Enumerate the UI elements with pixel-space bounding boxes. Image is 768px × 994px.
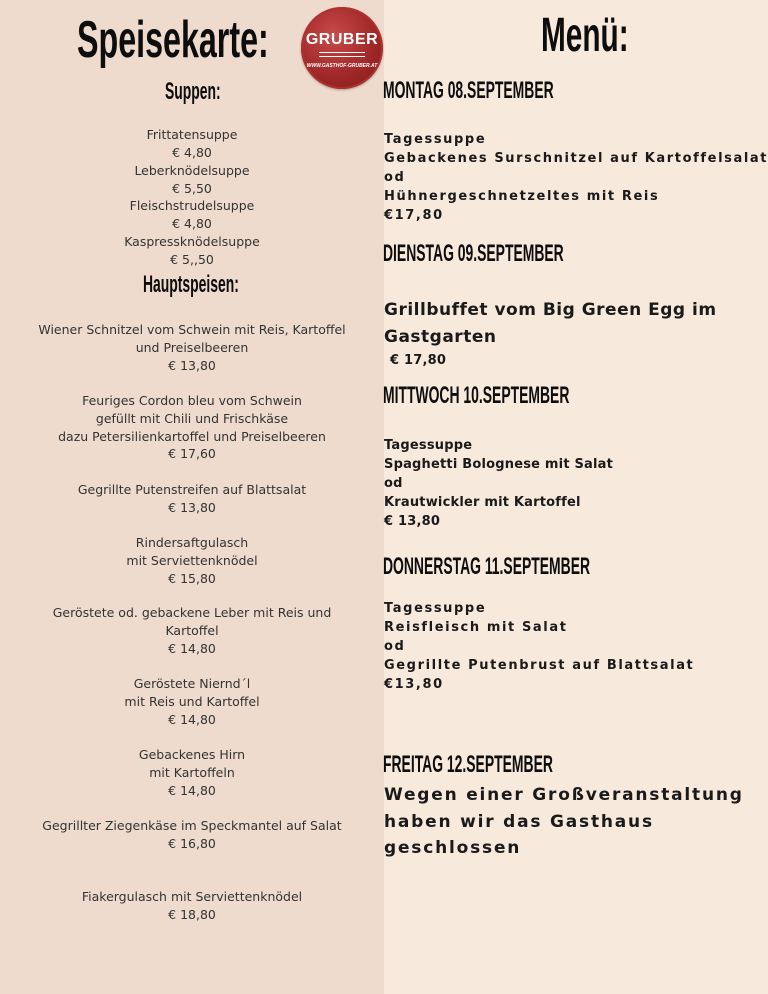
logo-name: GRUBER (305, 31, 379, 48)
soups-heading: Suppen: (165, 78, 221, 105)
gruber-logo (301, 7, 383, 89)
main-item: Gegrillte Putenstreifen auf Blattsalat € 13,80 (77, 482, 307, 515)
day-heading: FREITAG 12.SEPTEMBER (383, 751, 553, 778)
logo-decoration (319, 52, 365, 57)
menu-title: Menü: (541, 9, 629, 62)
day-price: € 17,80 (390, 353, 447, 368)
soup-item: Frittatensuppe € 4,80 (146, 127, 238, 160)
main-item: Fiakergulasch mit Serviettenknödel € 18,80 (81, 889, 303, 922)
page-title: Speisekarte: (77, 11, 269, 69)
main-item: Gebackenes Hirn mit Kartoffeln € 14,80 (138, 747, 246, 798)
day-menu: Wegen einer Großveranstaltung haben wir das Gasthaus geschlossen (384, 785, 744, 858)
main-item: Geröstete Niernd´l mit Reis und Kartoffel € 14,80 (124, 676, 260, 727)
soup-item: Fleischstrudelsuppe € 4,80 (129, 198, 255, 231)
main-item: Geröstete od. gebackene Leber mit Reis und Kartoffel € 14,80 (52, 605, 332, 656)
day-heading: DONNERSTAG 11.SEPTEMBER (383, 553, 591, 580)
day-heading: MONTAG 08.SEPTEMBER (383, 77, 554, 104)
logo-url: WWW.GASTHOF-GRUBER.AT (306, 63, 378, 69)
main-item: Wiener Schnitzel vom Schwein mit Reis, Kartoffel und Preiselbeeren € 13,80 (38, 322, 346, 373)
day-menu: Tagessuppe Spaghetti Bolognese mit Salat od Krautwickler mit Kartoffel € 13,80 (384, 438, 614, 529)
soup-item: Leberknödelsuppe € 5,50 (134, 163, 250, 196)
mains-heading: Hauptspeisen: (143, 271, 239, 298)
main-item: Rindersaftgulasch mit Serviettenknödel € 15,80 (126, 535, 258, 586)
main-item: Gegrillter Ziegenkäse im Speckmantel auf Salat € 16,80 (42, 818, 342, 851)
main-item: Feuriges Cordon bleu vom Schwein gefüllt mit Chili und Frischkäse dazu Petersilienkartoffel und Preiselbeeren € 17,60 (58, 393, 326, 462)
soup-item: Kaspressknödelsuppe € 5,,50 (124, 234, 260, 267)
day-menu: Grillbuffet vom Big Green Egg im Gastgarten (384, 300, 717, 347)
day-menu: Tagessuppe Reisfleisch mit Salat od Gegrillte Putenbrust auf Blattsalat €13,80 (384, 601, 695, 692)
day-heading: MITTWOCH 10.SEPTEMBER (383, 382, 570, 409)
day-heading: DIENSTAG 09.SEPTEMBER (383, 240, 564, 267)
day-menu: Tagessuppe Gebackenes Surschnitzel auf Kartoffelsalat od Hühnergeschnetzeltes mit Reis €17,80 (384, 132, 768, 223)
